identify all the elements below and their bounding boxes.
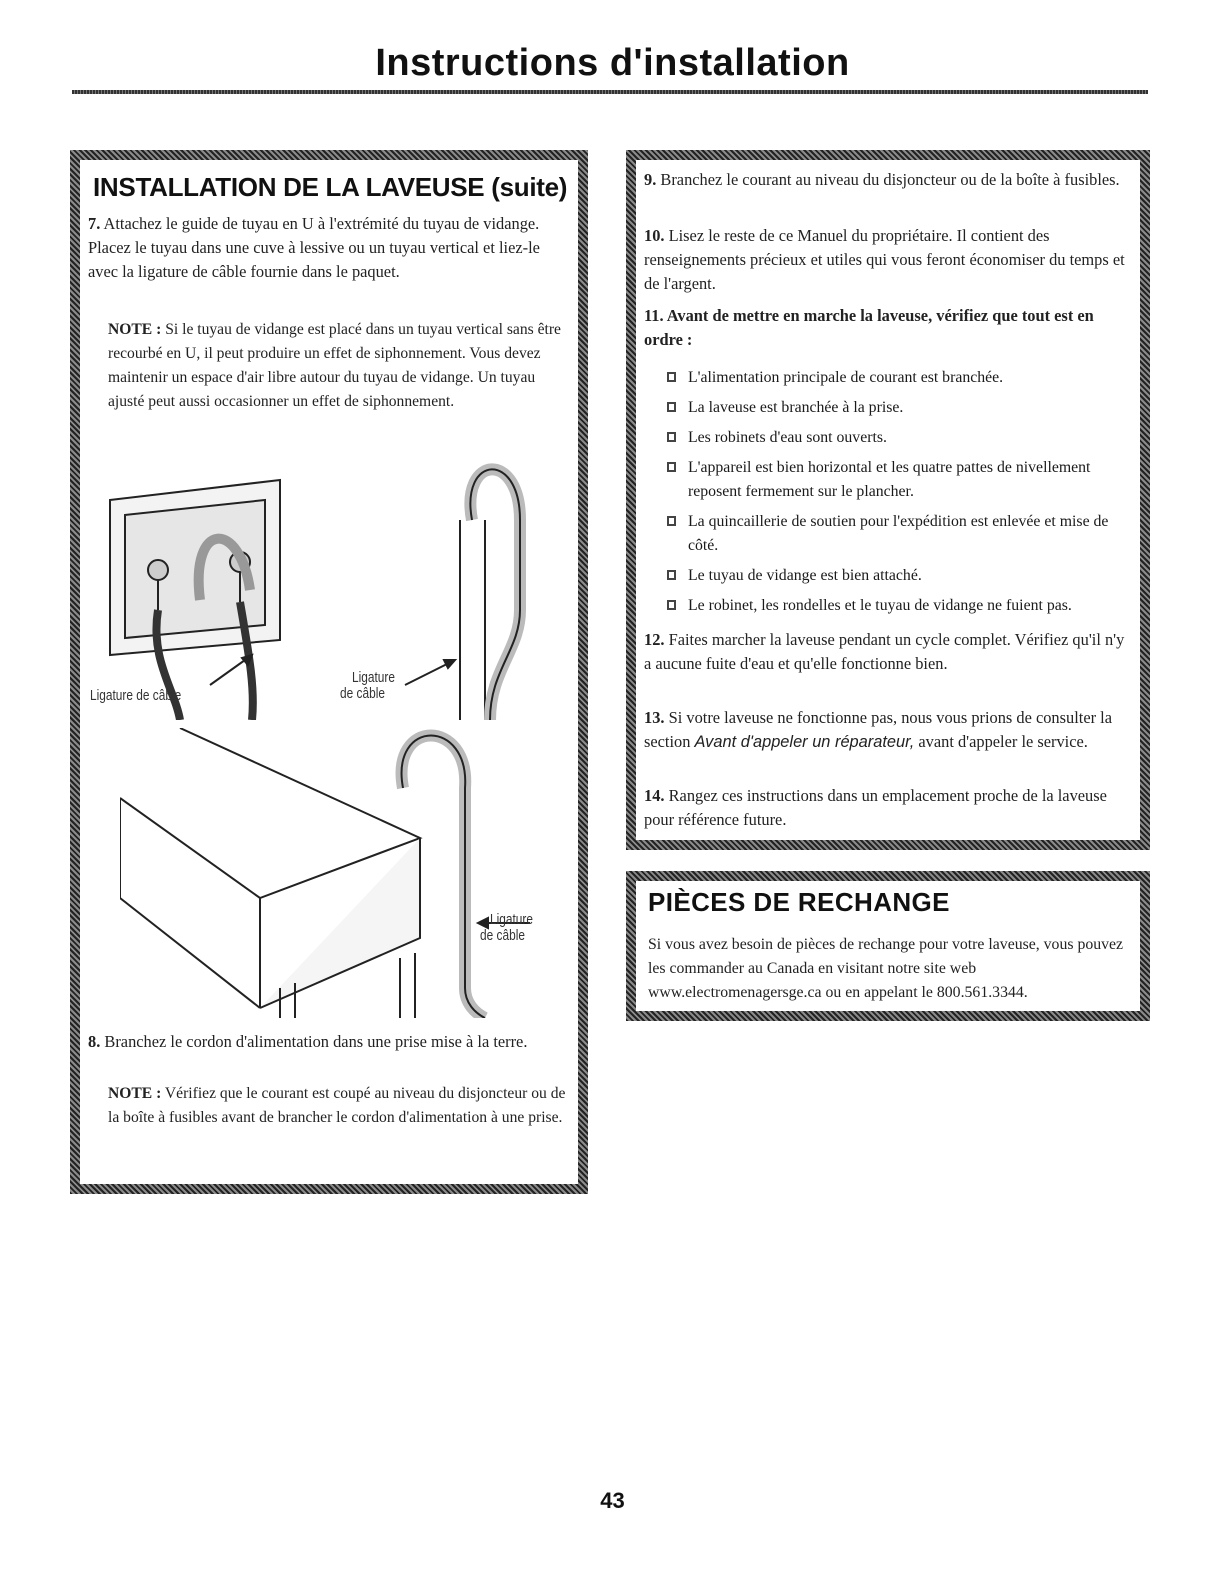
cable-tie-label-1: Ligature de câble: [90, 688, 182, 704]
checklist-item: La quincaillerie de soutien pour l'expédition est enlevée et mise de côté.: [664, 510, 1134, 558]
checkbox-icon[interactable]: [667, 402, 676, 412]
cable-tie-label-2-line1: Ligature: [352, 670, 395, 686]
step-13-text-after: avant d'appeler le service.: [918, 732, 1088, 751]
checklist-item: Les robinets d'eau sont ouverts.: [664, 426, 1134, 450]
step-10-number: 10.: [644, 226, 665, 245]
checkbox-icon[interactable]: [667, 516, 676, 526]
title-rule: [72, 90, 1148, 94]
note-7-text: Si le tuyau de vidange est placé dans un tuyau vertical sans être recourbé en U, il peut produire un effet de siphonnement. Vous devez maintenir un espace d'air libre autour du tuyau de vidange. Un tuyau ajusté peut aussi occasionner un effet de siphonnement.: [108, 321, 561, 410]
step-8-number: 8.: [88, 1032, 101, 1051]
step-14-text: Rangez ces instructions dans un emplacement proche de la laveuse pour référence future.: [644, 786, 1107, 829]
step-11: [644, 304, 1128, 352]
step-9-number: 9.: [644, 170, 657, 189]
cable-tie-label-3-line2: de câble: [480, 928, 525, 944]
note-7-label: NOTE :: [108, 321, 162, 338]
checklist-item: Le tuyau de vidange est bien attaché.: [664, 564, 1134, 588]
checkbox-icon[interactable]: [667, 372, 676, 382]
final-steps-section: [626, 150, 1150, 850]
step-13-text-before: Si votre laveuse ne fonctionne pas, nous vous prions de consulter la section: [644, 708, 1112, 751]
step-13-number: 13.: [644, 708, 665, 727]
checklist-item: L'alimentation principale de courant est branchée.: [664, 366, 1134, 390]
step-13: [644, 706, 1128, 754]
step-9: [644, 168, 1128, 192]
step-7-text: Attachez le guide de tuyau en U à l'extrémité du tuyau de vidange. Placez le tuyau dans une cuve à lessive ou un tuyau vertical et liez-le avec la ligature de câble fournie dans le paquet.: [88, 214, 540, 281]
installation-section: [70, 150, 588, 1194]
installation-heading: INSTALLATION DE LA LAVEUSE (suite): [93, 172, 568, 202]
step-9-text: Branchez le courant au niveau du disjoncteur ou de la boîte à fusibles.: [660, 170, 1120, 189]
note-8-text: Vérifiez que le courant est coupé au niveau du disjoncteur ou de la boîte à fusibles avant de brancher le cordon d'alimentation à une prise.: [108, 1085, 566, 1126]
page-title: Instructions d'installation: [375, 42, 850, 84]
step-11-text: Avant de mettre en marche la laveuse, vérifiez que tout est en ordre :: [644, 306, 1094, 349]
laundry-tub-illustration: [120, 728, 560, 1018]
step-12-text: Faites marcher la laveuse pendant un cycle complet. Vérifiez qu'il n'y a aucune fuite d'eau et qu'elle fonctionne bien.: [644, 630, 1125, 673]
step-13-section-link: Avant d'appeler un réparateur,: [694, 733, 915, 751]
step-14-number: 14.: [644, 786, 665, 805]
note-8-label: NOTE :: [108, 1085, 162, 1102]
step-12: [644, 628, 1128, 676]
cable-tie-label-3-line1: Ligature: [490, 912, 533, 928]
checkbox-icon[interactable]: [667, 600, 676, 610]
checkbox-icon[interactable]: [667, 432, 676, 442]
note-8: [108, 1082, 566, 1130]
replacement-parts-text: Si vous avez besoin de pièces de rechange pour votre laveuse, vous pouvez les commander au Canada en visitant notre site web www.electromenagersge.ca ou en appelant le 800.561.3344.: [648, 936, 1124, 1001]
step-12-number: 12.: [644, 630, 665, 649]
step-8: [88, 1030, 566, 1054]
checklist-item: La laveuse est branchée à la prise.: [664, 396, 1134, 420]
replacement-parts-heading: PIÈCES DE RECHANGE: [648, 887, 950, 917]
checkbox-icon[interactable]: [667, 570, 676, 580]
note-7: [108, 318, 566, 414]
step-7: [88, 212, 566, 284]
step-7-number: 7.: [88, 214, 101, 233]
cable-tie-label-2-line2: de câble: [340, 686, 385, 702]
page-number: 43: [600, 1488, 625, 1513]
replacement-parts-section: [626, 871, 1150, 1021]
step-14: [644, 784, 1128, 832]
step-10: [644, 224, 1128, 296]
pre-start-checklist: [664, 366, 1134, 624]
checklist-item: Le robinet, les rondelles et le tuyau de vidange ne fuient pas.: [664, 594, 1134, 618]
standpipe-illustration: [80, 460, 580, 720]
step-10-text: Lisez le reste de ce Manuel du propriétaire. Il contient des renseignements précieux et utiles qui vous feront économiser du temps et de l'argent.: [644, 226, 1125, 293]
step-11-number: 11.: [644, 306, 664, 325]
checklist-item: L'appareil est bien horizontal et les quatre pattes de nivellement reposent fermement sur le plancher.: [664, 456, 1134, 504]
checkbox-icon[interactable]: [667, 462, 676, 472]
step-8-text: Branchez le cordon d'alimentation dans une prise mise à la terre.: [104, 1032, 528, 1051]
